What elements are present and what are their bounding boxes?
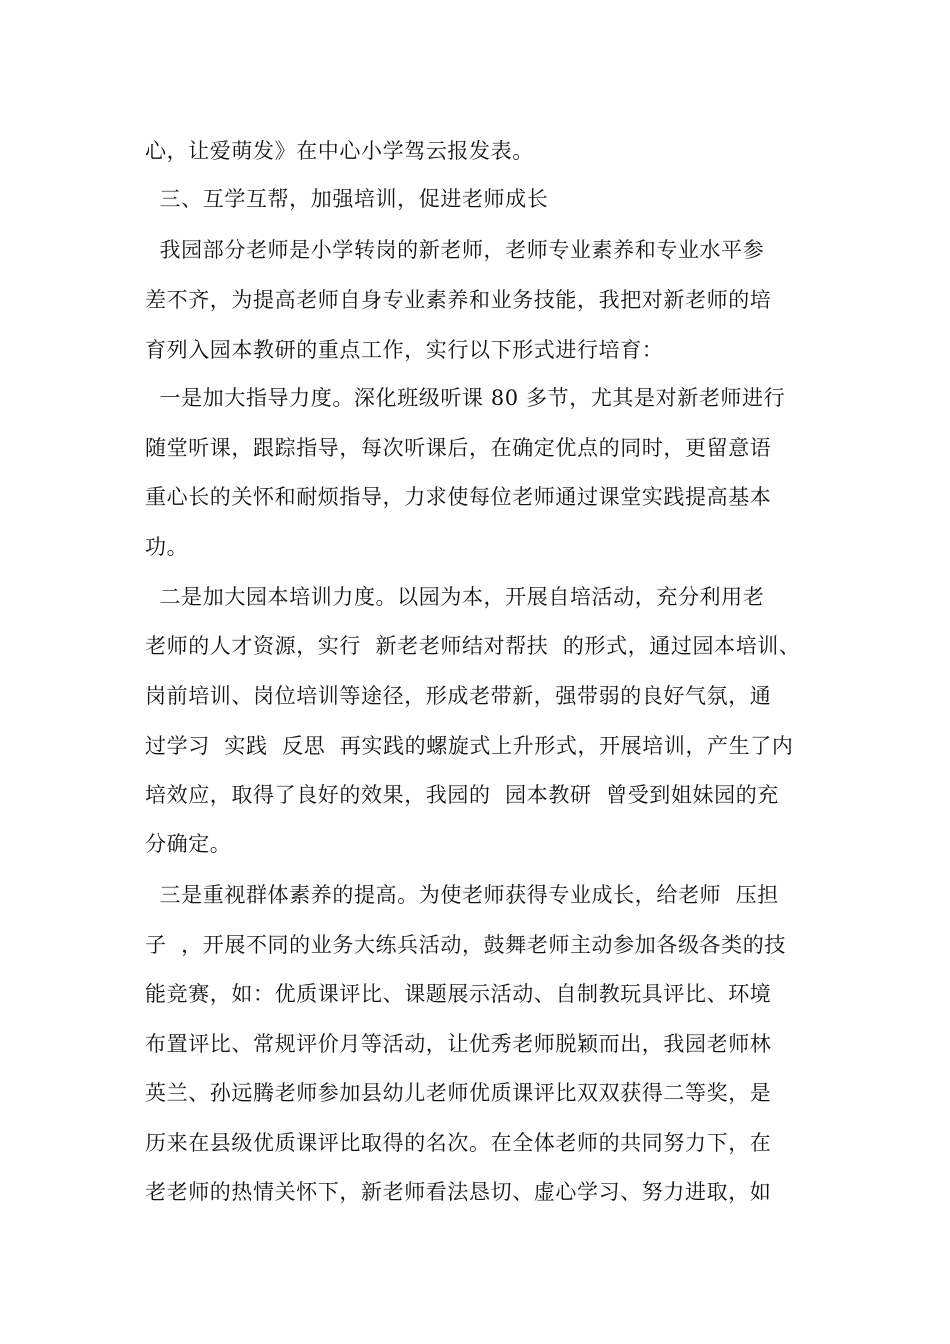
text-line: 三是重视群体素养的提高。为使老师获得专业成长，给老师 压担 [145,883,779,907]
text-line: 分确定。 [145,832,232,856]
text-line: 布置评比、常规评价月等活动，让优秀老师脱颖而出，我园老师林 [145,1032,772,1056]
text-line: 一是加大指导力度。深化班级听课 80 多节，尤其是对新老师进行 [145,386,786,410]
section-heading: 三、互学互帮，加强培训，促进老师成长 [145,187,549,211]
text-line: 功。 [145,535,189,559]
text-line: 历来在县级优质课评比取得的名次。在全体老师的共同努力下，在 [145,1131,772,1155]
text-line: 我园部分老师是小学转岗的新老师，老师专业素养和专业水平参 [145,238,765,262]
text-line: 二是加大园本培训力度。以园为本，开展自培活动，充分利用老 [145,585,765,609]
text-line: 重心长的关怀和耐烦指导，力求使每位老师通过课堂实践提高基本 [145,485,772,509]
text-line: 老师的人才资源，实行 新老老师结对帮扶 的形式，通过园本培训、 [145,634,801,658]
text-line: 差不齐，为提高老师自身专业素养和业务技能，我把对新老师的培 [145,288,772,312]
text-line: 随堂听课，跟踪指导，每次听课后，在确定优点的同时，更留意语 [145,436,772,460]
text-line: 英兰、孙远腾老师参加县幼儿老师优质课评比双双获得二等奖，是 [145,1081,772,1105]
text-line: 心，让爱萌发》在中心小学驾云报发表。 [145,139,534,163]
text-line: 过学习 实践 反思 再实践的螺旋式上升形式，开展培训，产生了内 [145,734,794,758]
text-line: 子 ，开展不同的业务大练兵活动，鼓舞老师主动参加各级各类的技 [145,933,786,957]
text-line: 老老师的热情关怀下，新老师看法恳切、虚心学习、努力进取，如 [145,1180,772,1204]
text-line: 岗前培训、岗位培训等途径，形成老带新，强带弱的良好气氛，通 [145,684,772,708]
text-line: 培效应，取得了良好的效果，我园的 园本教研 曾受到姐妹园的充 [145,783,779,807]
text-line: 育列入园本教研的重点工作，实行以下形式进行培育： [145,338,664,362]
text-line: 能竞赛，如：优质课评比、课题展示活动、自制教玩具评比、环境 [145,982,772,1006]
